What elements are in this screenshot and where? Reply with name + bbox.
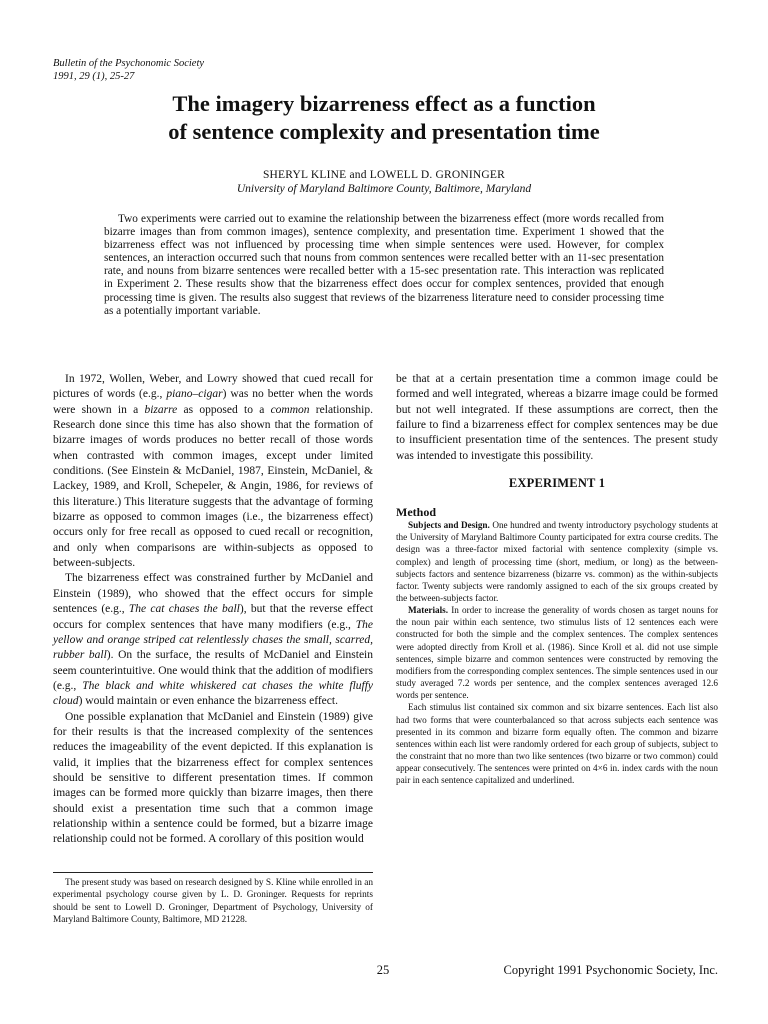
intro-paragraph-1: In 1972, Wollen, Weber, and Lowry showed that cued recall for pictures of words (e.g., piano–cigar) was no better when the words were shown in a bizarre as opposed to a common relationship. Research done since this time has also shown that the formation of bizarre images of words produces no better recall of those words when contrasted with common images, except under limited conditions. (See Einstein & McDaniel, 1987, Einstein, McDaniel, & Lackey, 1989, and Kroll, Schepeler, & Angin, 1986, for reviews of this literature.) This literature suggests that the advantage of forming bizarre as opposed to common images (i.e., the bizarreness effect) occurs only for free recall as opposed to cued recall or recognition, and only when comparisons are within-subjects as opposed to between-subjects. [53, 373, 373, 570]
intro-paragraph-3-rest: be that at a certain presentation time a common image could be formed and well integrated, whereas a bizarre image could be formed but not well integrated. If these assumptions are correct, then the failure to find a bizarreness effect for complex sentences may be due to insufficient presentation time of the sentences. The present study was intended to investigate this possibility. [396, 373, 718, 462]
footnote [53, 877, 373, 926]
title-line-1: The imagery bizarreness effect as a function [172, 91, 596, 116]
right-column [396, 372, 718, 787]
journal-header [53, 57, 204, 83]
method-heading: Method [396, 505, 436, 520]
abstract-text: Two experiments were carried out to examine the relationship between the bizarreness effect (more words recalled from bizarre images than from common images), sentence complexity, and presentation time. Experiment 1 showed that the bizarreness effect was not influenced by processing time when simple sentences were used. However, for complex sentences, an interaction occurred such that nouns from common sentences were recalled better with an 11-sec presentation rate, and nouns from bizarre sentences were recalled better with a 15-sec presentation rate. This interaction was replicated in Experiment 2. These results show that the bizarreness effect does occur for complex sentences, provided that enough processing time is given. The results also suggest that reviews of the bizarreness literature need to consider processing time as a potentially important variable. [104, 213, 664, 317]
copyright: Copyright 1991 Psychonomic Society, Inc. [503, 963, 718, 977]
subjects-paragraph: Subjects and Design. One hundred and twenty introductory psychology students at the University of Maryland Baltimore County participated for extra course credits. The design was a three-factor mixed factorial with sentence complexity (simple vs. complex) and length of processing time (short, medium, or long) as the between-subjects factors and sentence bizarreness (bizarre vs. common) as the within-subjects factor. Twenty subjects were randomly assigned to each of the six groups created by the between-subjects factor. [396, 520, 718, 603]
paper-title [60, 90, 708, 146]
footnote-text: The present study was based on research designed by S. Kline while enrolled in an experimental psychology course given by L. D. Groninger. Requests for reprints should be sent to Lowell D. Groninger, Department of Psychology, University of Maryland Baltimore County, Baltimore, MD 21228. [53, 878, 373, 925]
intro-paragraph-2: The bizarreness effect was constrained further by McDaniel and Einstein (1989), who showed that the effect occurs for simple sentences (e.g., The cat chases the ball), but that the reverse effect occurs for complex sentences that have many modifiers (e.g., The yellow and orange striped cat relentlessly chases the small, scarred, rubber ball). On the surface, the results of McDaniel and Einstein seem counterintuitive. One would think that the addition of modifiers (e.g., The black and white whiskered cat chases the white fluffy cloud) would maintain or even enhance the bizarreness effect. [53, 572, 374, 708]
left-column [53, 372, 373, 848]
intro-paragraph-3: One possible explanation that McDaniel and Einstein (1989) give for their results is that the increased complexity of the sentences reduces the imageability of the event depicted. If this explanation is valid, it implies that the bizarreness effect for complex sentences should be sensitive to different presentation times. If common images can be formed more quickly than bizarre images, then there should exist a presentation time such that a common image relationship within a sentence could be formed, but a bizarre image relationship could not be formed. A corollary of this position would [53, 710, 373, 846]
journal-name: Bulletin of the Psychonomic Society [53, 58, 205, 69]
stimulus-paragraph: Each stimulus list contained six common and six bizarre sentences. Each list also had two forms that were counterbalanced so that across subjects each sentence was presented in its common and bizarre form equally often. The common and bizarre sentences within each list were randomly ordered for each group of subjects, subject to the constraint that no more than two like sentences (two bizarre or two common) could appear consecutively. The sentences were printed on 4×6 in. index cards with the noun pair in each sentence capitalized and underlined. [396, 702, 718, 786]
footnote-divider [53, 872, 373, 873]
title-line-2: of sentence complexity and presentation time [168, 119, 600, 144]
authors: SHERYL KLINE and LOWELL D. GRONINGER [262, 169, 506, 181]
affiliation: University of Maryland Baltimore County, Baltimore, Maryland [236, 183, 532, 195]
abstract [104, 213, 664, 318]
materials-paragraph: Materials. In order to increase the generality of words chosen as target nouns for the noun pair within each sentence, two stimulus lists of 12 sentences each were constructed for both the simple and the complex sentences. The complex sentences were adopted directly from Kroll et al. (1986). Since Kroll et al. did not use simple sentences, simple bizarre and common sentences were constructed by removing the modifiers from the corresponding complex sentences. The simple sentences used in our study averaged 7.2 words per sentence, and the complex sentences averaged 12.6 words per sentence. [396, 605, 718, 701]
experiment-heading: EXPERIMENT 1 [508, 476, 606, 491]
intro-paragraph-3-continuation [396, 372, 718, 464]
journal-citation: 1991, 29 (1), 25-27 [53, 71, 135, 82]
page-number: 25 [376, 963, 390, 977]
